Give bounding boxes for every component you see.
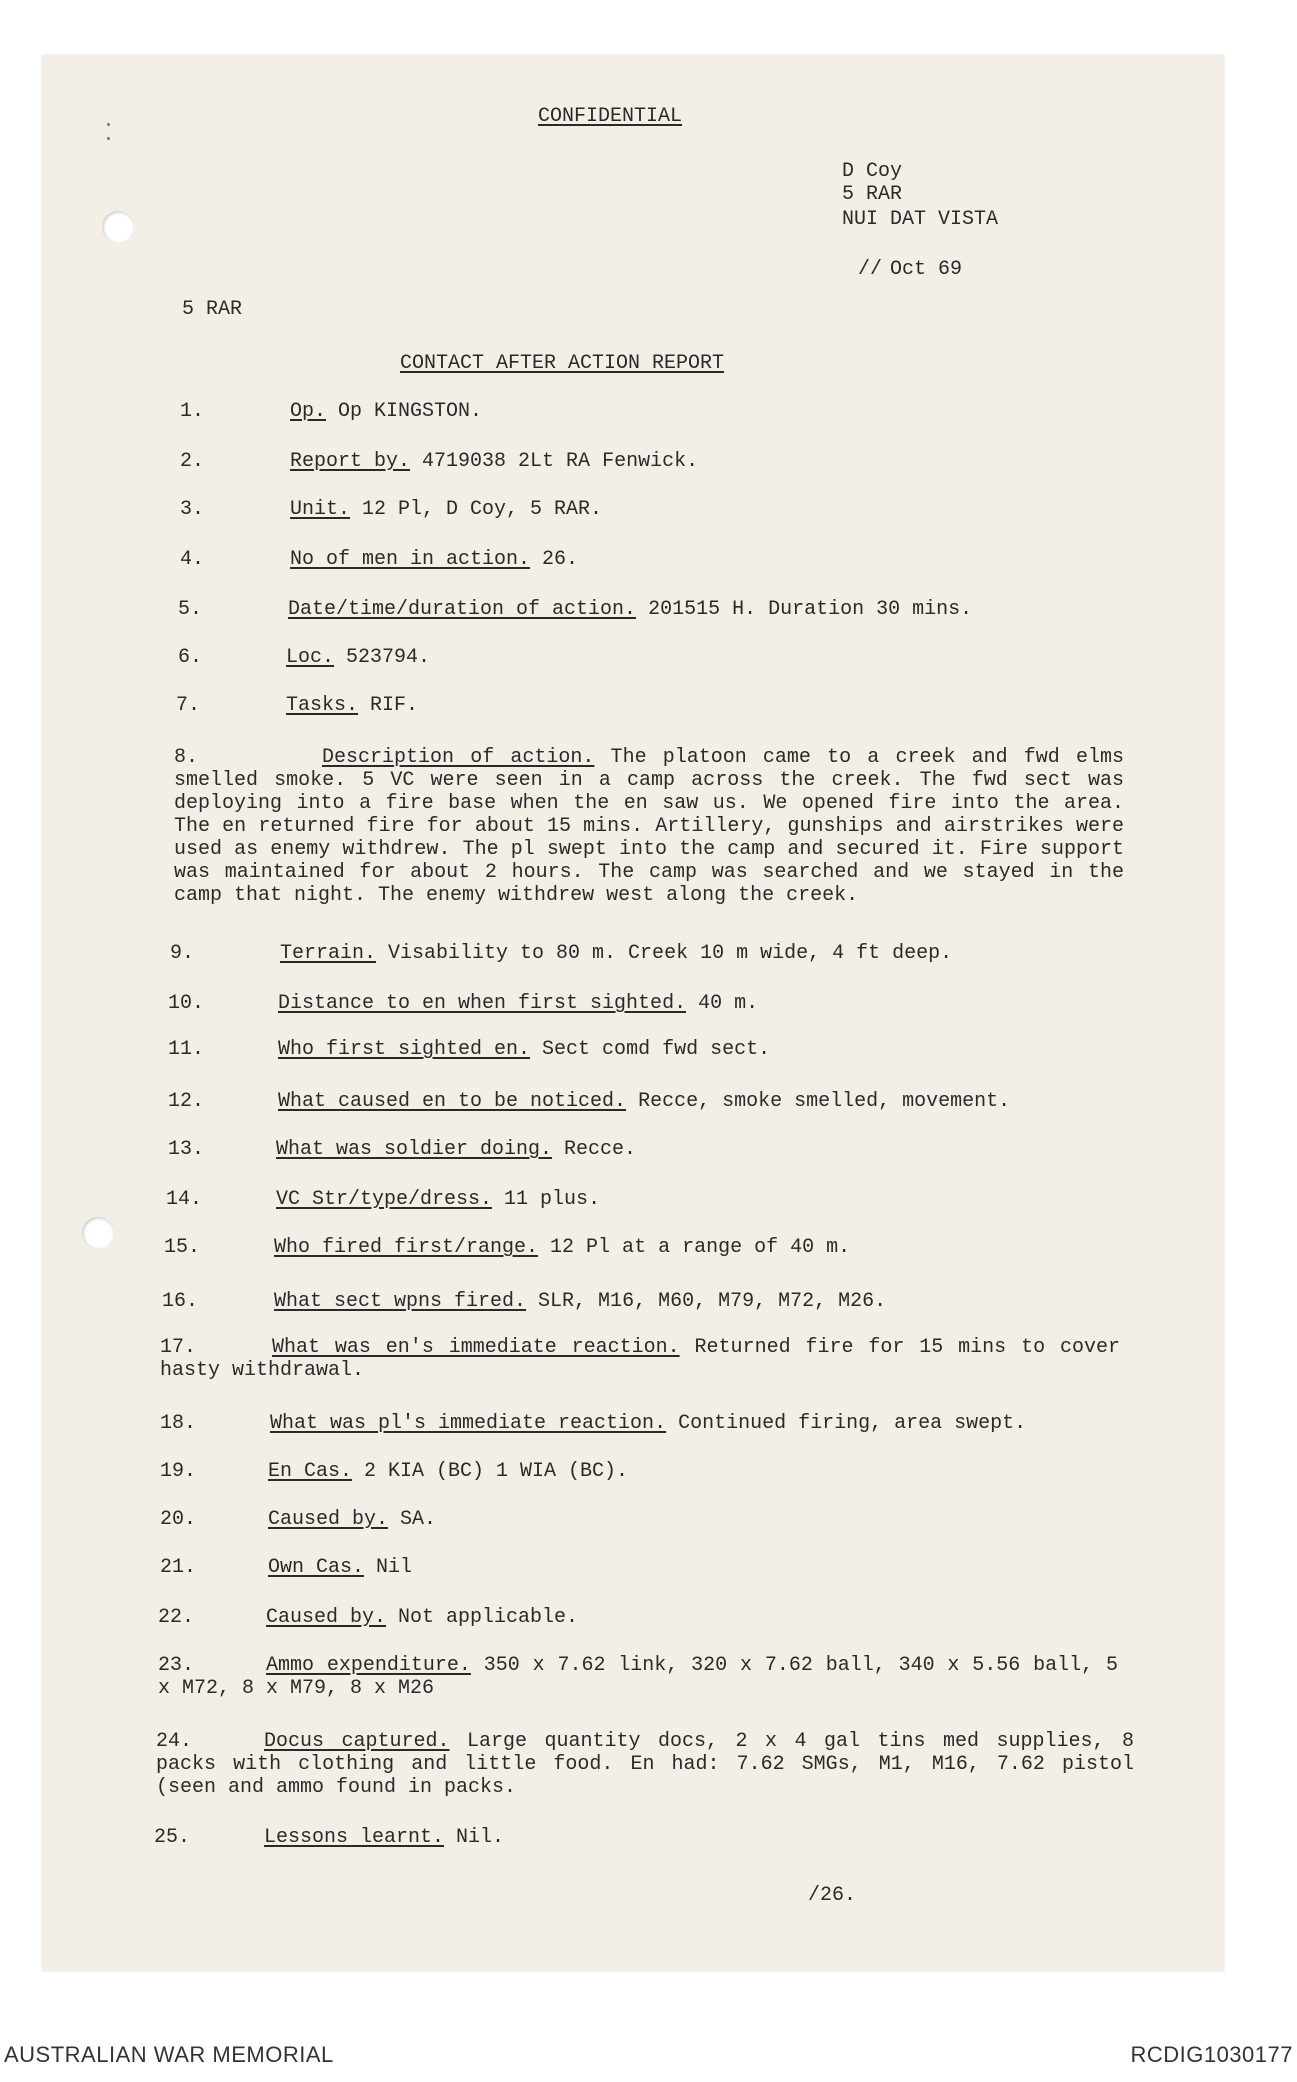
item-text: RIF.	[358, 694, 419, 717]
item-line	[290, 548, 578, 571]
item-line	[264, 1826, 504, 1849]
item-number: 24.	[156, 1730, 193, 1753]
paper-mark	[107, 123, 110, 126]
item-line	[278, 992, 758, 1015]
report-date-day: //	[858, 258, 883, 281]
item-line	[268, 1556, 412, 1579]
item-line	[286, 694, 418, 717]
archive-institution: AUSTRALIAN WAR MEMORIAL	[4, 2042, 334, 2067]
item-number: 2.	[180, 450, 205, 473]
item-label: Description of action.	[322, 746, 595, 769]
item-label: What was en's immediate reaction.	[272, 1336, 680, 1359]
item-text: Continued firing, area swept.	[666, 1412, 1027, 1435]
item-number: 19.	[160, 1460, 197, 1483]
item-text: Nil	[364, 1556, 413, 1579]
item-number: 1.	[180, 400, 205, 423]
item-number: 20.	[160, 1508, 197, 1531]
item-number: 4.	[180, 548, 205, 571]
item-text: SLR, M16, M60, M79, M72, M26.	[526, 1290, 887, 1313]
item-number: 11.	[168, 1038, 205, 1061]
item-text: Visability to 80 m. Creek 10 m wide, 4 ft deep.	[376, 942, 953, 965]
item-text: 26.	[530, 548, 579, 571]
item-text: Recce.	[552, 1138, 637, 1161]
item-paragraph	[160, 1336, 1120, 1382]
report-date: Oct 69	[890, 258, 963, 281]
item-text: Nil.	[444, 1826, 505, 1849]
item-label: Loc.	[286, 646, 335, 669]
item-label: Terrain.	[280, 942, 377, 965]
item-line	[268, 1508, 436, 1531]
item-label: VC Str/type/dress.	[276, 1188, 493, 1211]
item-text: 12 Pl, D Coy, 5 RAR.	[350, 498, 603, 521]
sender-location: NUI DAT VISTA	[842, 208, 999, 231]
item-text: 11 plus.	[492, 1188, 601, 1211]
archive-catalogue-id: RCDIG1030177	[1130, 2042, 1293, 2067]
item-paragraph	[156, 1730, 1134, 1799]
item-number: 10.	[168, 992, 205, 1015]
item-number: 7.	[176, 694, 201, 717]
item-text: Returned fire for 15 mins to cover hasty withdrawal.	[160, 1336, 1120, 1382]
item-text: 4719038 2Lt RA Fenwick.	[410, 450, 699, 473]
item-label: Date/time/duration of action.	[288, 598, 637, 621]
item-text: 2 KIA (BC) 1 WIA (BC).	[352, 1460, 629, 1483]
item-number: 15.	[164, 1236, 201, 1259]
item-paragraph	[174, 746, 1124, 907]
item-label: What was soldier doing.	[276, 1138, 553, 1161]
item-text: Large quantity docs, 2 x 4 gal tins med supplies, 8 packs with clothing and little food. En had: 7.62 SMGs, M1, M16, 7.62 pistol (seen and ammo found in packs.	[156, 1730, 1135, 1799]
item-text: 201515 H. Duration 30 mins.	[636, 598, 973, 621]
item-label: What was pl's immediate reaction.	[270, 1412, 667, 1435]
item-label: Report by.	[290, 450, 411, 473]
item-line	[280, 942, 952, 965]
item-text: 12 Pl at a range of 40 m.	[538, 1236, 851, 1259]
item-label: What caused en to be noticed.	[278, 1090, 627, 1113]
item-number: 5.	[178, 598, 203, 621]
item-label: En Cas.	[268, 1460, 353, 1483]
item-label: Ammo expenditure.	[266, 1654, 471, 1677]
item-label: Unit.	[290, 498, 351, 521]
item-line	[278, 1090, 1010, 1113]
item-number: 13.	[168, 1138, 205, 1161]
item-number: 8.	[174, 746, 199, 769]
item-label: No of men in action.	[290, 548, 531, 571]
item-number: 18.	[160, 1412, 197, 1435]
item-text: 523794.	[334, 646, 431, 669]
addressee: 5 RAR	[182, 298, 243, 321]
item-line	[276, 1188, 600, 1211]
item-label: Distance to en when first sighted.	[278, 992, 687, 1015]
item-number: 12.	[168, 1090, 205, 1113]
item-label: Own Cas.	[268, 1556, 365, 1579]
report-title: CONTACT AFTER ACTION REPORT	[400, 352, 725, 375]
item-number: 6.	[178, 646, 203, 669]
item-paragraph	[158, 1654, 1118, 1700]
item-line	[270, 1412, 1026, 1435]
item-text: Op KINGSTON.	[326, 400, 483, 423]
item-number: 17.	[160, 1336, 197, 1359]
classification-heading: CONFIDENTIAL	[538, 105, 683, 128]
item-label: Lessons learnt.	[264, 1826, 445, 1849]
item-label: Who first sighted en.	[278, 1038, 531, 1061]
item-number: 23.	[158, 1654, 195, 1677]
item-number: 9.	[170, 942, 195, 965]
item-label: Caused by.	[266, 1606, 387, 1629]
item-text: 40 m.	[686, 992, 759, 1015]
item-text: Sect comd fwd sect.	[530, 1038, 771, 1061]
item-text: The platoon came to a creek and fwd elms smelled smoke. 5 VC were seen in a camp across the creek. The fwd sect was deploying into a fire base when the en saw us. We opened fire into the area. The en returned fire for about 15 mins. Artillery, gunships and airstrikes were used as enemy withdrew. The pl swept into the camp and secured it. Fire support was maintained for about 2 hours. The camp was searched and we stayed in the camp that night. The enemy withdrew west along the creek.	[174, 746, 1124, 907]
item-text: Recce, smoke smelled, movement.	[626, 1090, 1011, 1113]
item-label: Docus captured.	[264, 1730, 450, 1753]
item-label: Who fired first/range.	[274, 1236, 539, 1259]
item-line	[274, 1290, 886, 1313]
item-line	[278, 1038, 770, 1061]
sender-battalion: 5 RAR	[842, 183, 903, 206]
item-text: 350 x 7.62 link, 320 x 7.62 ball, 340 x 5.56 ball, 5 x M72, 8 x M79, 8 x M26	[158, 1654, 1118, 1700]
item-label: What sect wpns fired.	[274, 1290, 527, 1313]
sender-unit: D Coy	[842, 160, 903, 183]
item-number: 25.	[154, 1826, 191, 1849]
item-line	[290, 450, 698, 473]
item-line	[274, 1236, 850, 1259]
item-label: Op.	[290, 400, 327, 423]
item-text: SA.	[388, 1508, 437, 1531]
item-line	[276, 1138, 636, 1161]
item-number: 16.	[162, 1290, 199, 1313]
item-label: Caused by.	[268, 1508, 389, 1531]
item-text: Not applicable.	[386, 1606, 579, 1629]
punch-hole	[82, 1217, 114, 1249]
punch-hole	[102, 211, 134, 243]
item-line	[288, 598, 972, 621]
item-number: 3.	[180, 498, 205, 521]
item-line	[290, 400, 482, 423]
item-line	[266, 1606, 578, 1629]
item-line	[268, 1460, 628, 1483]
item-number: 21.	[160, 1556, 197, 1579]
paper-mark	[107, 137, 110, 140]
item-label: Tasks.	[286, 694, 359, 717]
item-line	[286, 646, 430, 669]
item-line	[290, 498, 602, 521]
item-number: 14.	[166, 1188, 203, 1211]
item-number: 22.	[158, 1606, 195, 1629]
page-continuation: /26.	[808, 1884, 857, 1907]
